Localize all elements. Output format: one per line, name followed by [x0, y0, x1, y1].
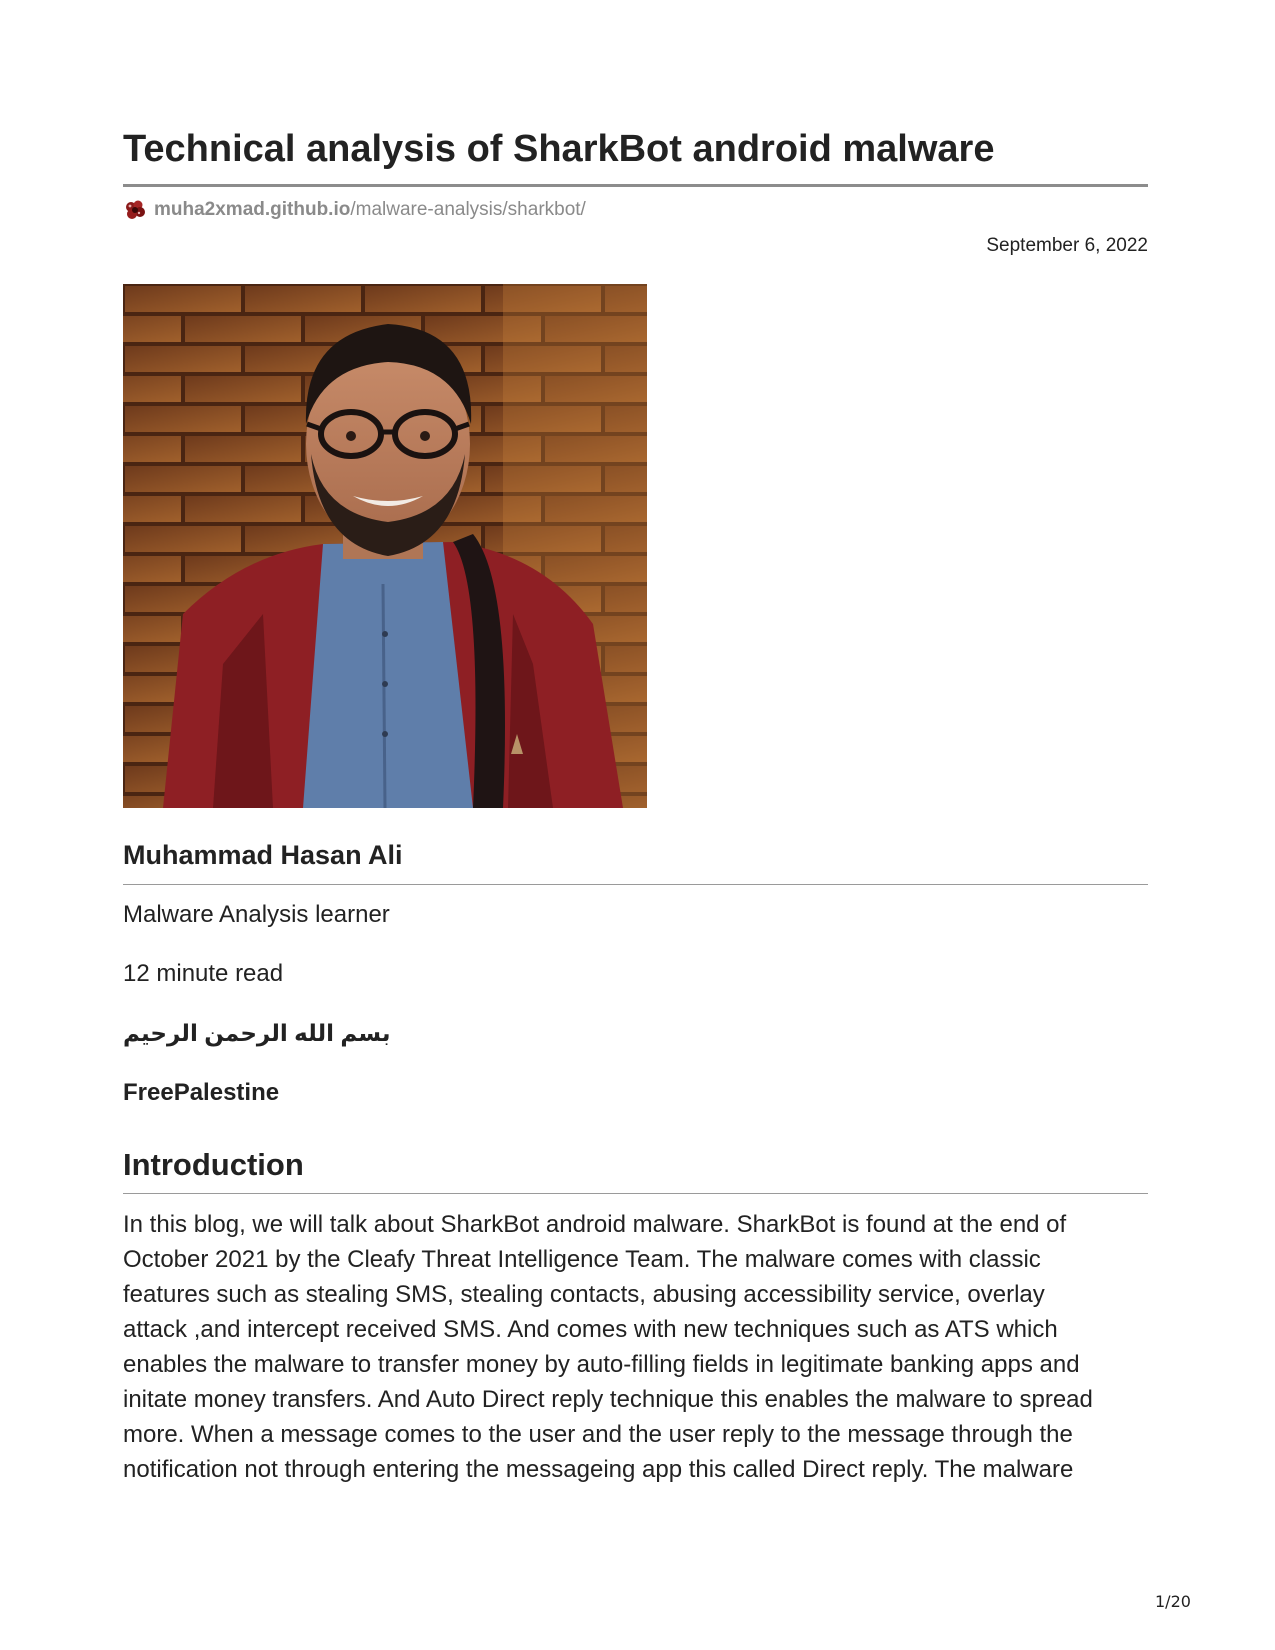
- hashtag-text: FreePalestine: [123, 1079, 280, 1106]
- author-bio: Malware Analysis learner: [123, 901, 390, 928]
- source-link[interactable]: [123, 197, 586, 223]
- author-name: Muhammad Hasan Ali: [123, 840, 403, 870]
- read-time: 12 minute read: [123, 960, 284, 987]
- paragraph-line: October 2021 by the Cleafy Threat Intelligence Team. The malware comes with classic: [123, 1246, 1041, 1273]
- source-path[interactable]: /malware-analysis/sharkbot/: [350, 199, 586, 220]
- paragraph-line: enables the malware to transfer money by auto-filling fields in legitimate banking apps and: [123, 1351, 1080, 1378]
- basmala-text: بسم الله الرحمن الرحيم: [123, 1020, 391, 1046]
- section-heading-introduction: Introduction: [123, 1147, 304, 1182]
- author-photo: [123, 284, 647, 808]
- introduction-paragraph: [123, 1207, 1148, 1487]
- site-favicon-icon: [123, 198, 147, 222]
- page-number: 1/20: [1155, 1592, 1191, 1611]
- paragraph-line: attack ,and intercept received SMS. And comes with new techniques such as ATS which: [123, 1316, 1058, 1343]
- introduction-divider: [123, 1193, 1148, 1194]
- publish-date: September 6, 2022: [986, 235, 1148, 256]
- paragraph-line: initate money transfers. And Auto Direct reply technique this enables the malware to spread: [123, 1386, 1093, 1413]
- source-domain[interactable]: muha2xmad.github.io: [154, 199, 351, 220]
- paragraph-line: In this blog, we will talk about SharkBot android malware. SharkBot is found at the end of: [123, 1211, 1067, 1238]
- author-divider: [123, 884, 1148, 885]
- paragraph-line: features such as stealing SMS, stealing contacts, abusing accessibility service, overlay: [123, 1281, 1045, 1308]
- page-title: Technical analysis of SharkBot android malware: [123, 128, 995, 170]
- paragraph-line: more. When a message comes to the user and the user reply to the message through the: [123, 1421, 1073, 1448]
- paragraph-line: notification not through entering the messageing app this called Direct reply. The malware: [123, 1456, 1074, 1483]
- title-divider: [123, 184, 1148, 187]
